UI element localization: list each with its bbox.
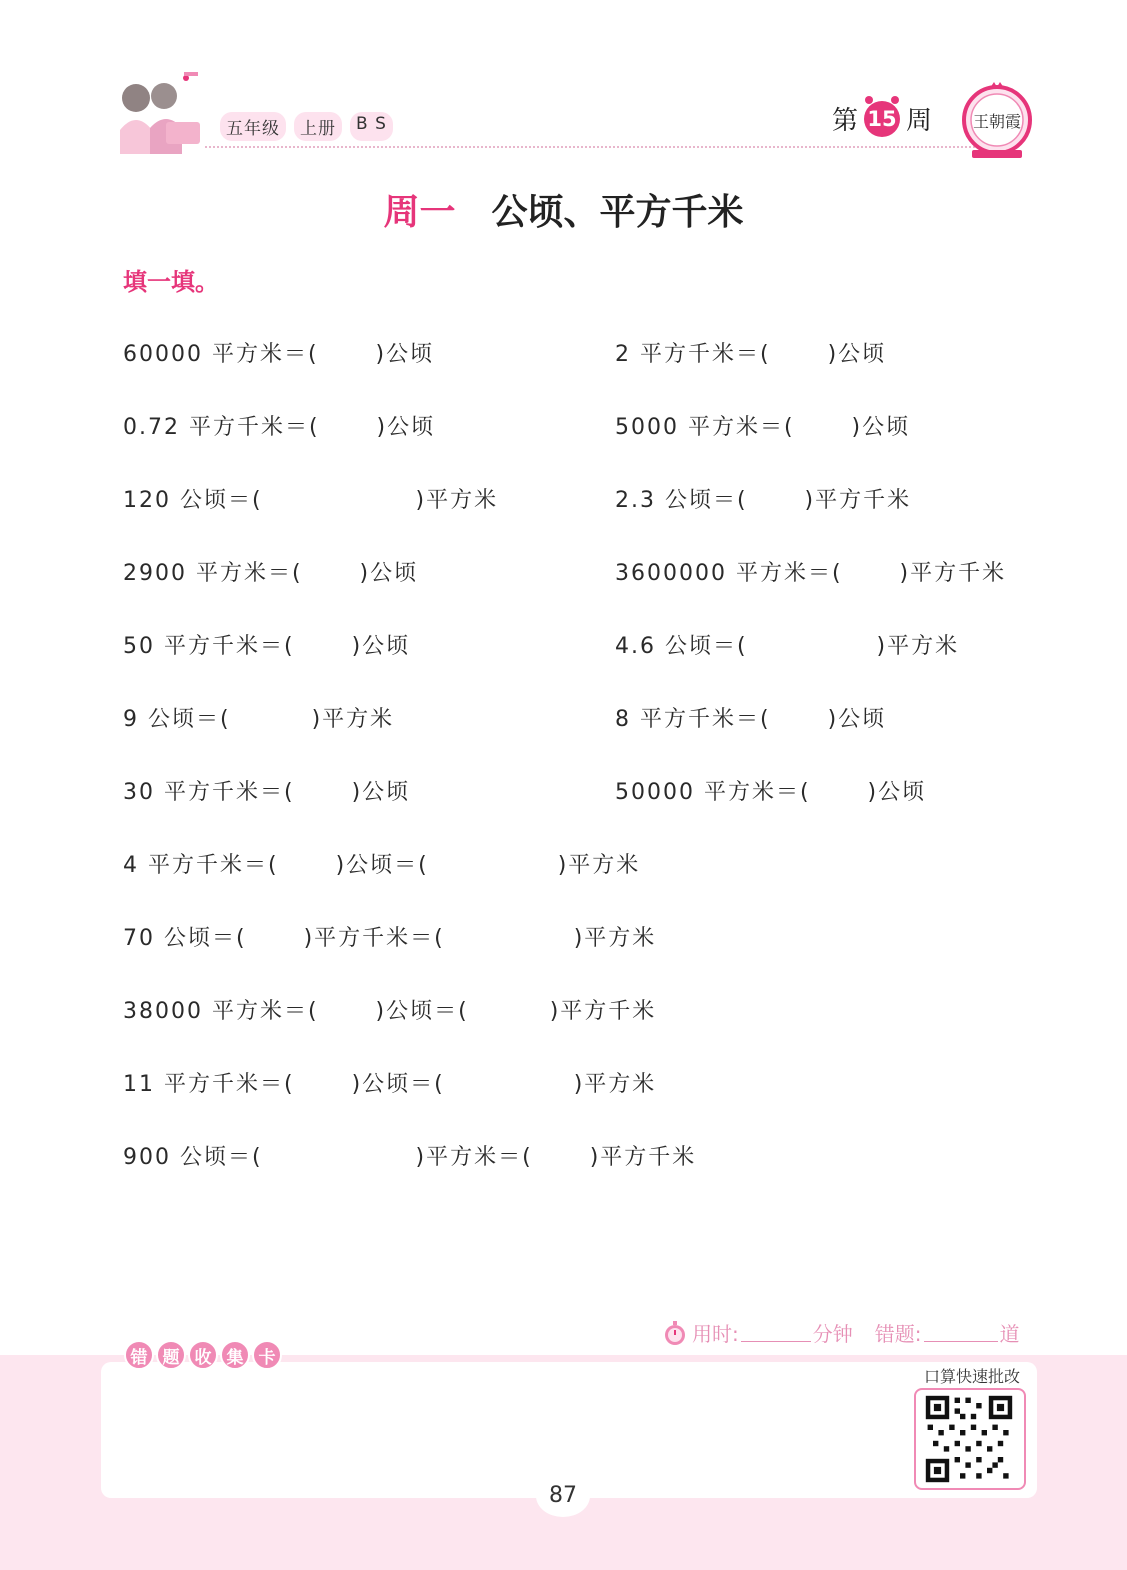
exercise-r4-left: 2900 平方米＝( )公顷 bbox=[123, 561, 419, 586]
page-number: 87 bbox=[536, 1475, 590, 1517]
exercise-r3-left: 120 公顷＝( )平方米 bbox=[123, 488, 499, 513]
errors-blank[interactable] bbox=[924, 1323, 998, 1342]
exercise-r6-left: 9 公顷＝( )平方米 bbox=[123, 707, 395, 732]
svg-text:王朝霞: 王朝霞 bbox=[972, 112, 1022, 131]
brand-seal-logo bbox=[960, 80, 1034, 162]
header-divider bbox=[205, 146, 975, 148]
exercise-r1-right: 2 平方千米＝( )公顷 bbox=[615, 342, 887, 367]
grade-tags bbox=[220, 112, 393, 141]
edition-label: B S bbox=[350, 112, 393, 141]
title-topic: 公顷、平方千米 bbox=[491, 192, 744, 233]
week-suffix: 周 bbox=[906, 106, 933, 136]
week-indicator bbox=[832, 100, 932, 137]
card-title-char: 集 bbox=[220, 1340, 250, 1370]
qr-code-icon[interactable] bbox=[924, 1394, 1014, 1484]
volume-label: 上册 bbox=[294, 112, 342, 141]
qr-section bbox=[910, 1364, 1030, 1492]
exercise-r10: 38000 平方米＝( )公顷＝( )平方千米 bbox=[123, 999, 657, 1024]
exercise-r6-right: 8 平方千米＝( )公顷 bbox=[615, 707, 887, 732]
exercise-r9: 70 公顷＝( )平方千米＝( )平方米 bbox=[123, 926, 657, 951]
exercise-r12: 900 公顷＝( )平方米＝( )平方千米 bbox=[123, 1145, 697, 1170]
page-title bbox=[0, 184, 1127, 235]
card-title-char: 收 bbox=[188, 1340, 218, 1370]
exercise-r2-left: 0.72 平方千米＝( )公顷 bbox=[123, 415, 436, 440]
card-title-char: 题 bbox=[156, 1340, 186, 1370]
kids-illustration bbox=[106, 70, 206, 158]
exercise-r3-right: 2.3 公顷＝( )平方千米 bbox=[615, 488, 912, 513]
exercise-r5-right: 4.6 公顷＝( )平方米 bbox=[615, 634, 960, 659]
week-number-badge: 15 bbox=[864, 101, 900, 137]
time-blank[interactable] bbox=[741, 1323, 811, 1342]
card-title-char: 错 bbox=[124, 1340, 154, 1370]
stopwatch-icon bbox=[662, 1320, 688, 1346]
time-error-tracker bbox=[662, 1318, 1020, 1347]
page-header bbox=[0, 0, 1127, 170]
exercise-r5-left: 50 平方千米＝( )公顷 bbox=[123, 634, 411, 659]
error-card-title bbox=[124, 1340, 282, 1370]
exercise-r2-right: 5000 平方米＝( )公顷 bbox=[615, 415, 911, 440]
qr-frame bbox=[914, 1388, 1026, 1490]
section-heading: 填一填。 bbox=[123, 268, 219, 296]
card-title-char: 卡 bbox=[252, 1340, 282, 1370]
exercise-r1-left: 60000 平方米＝( )公顷 bbox=[123, 342, 435, 367]
errors-unit: 道 bbox=[999, 1322, 1020, 1346]
grade-label: 五年级 bbox=[220, 112, 286, 141]
exercise-r11: 11 平方千米＝( )公顷＝( )平方米 bbox=[123, 1072, 657, 1097]
week-prefix: 第 bbox=[832, 106, 859, 136]
exercise-r7-right: 50000 平方米＝( )公顷 bbox=[615, 780, 927, 805]
exercise-r8: 4 平方千米＝( )公顷＝( )平方米 bbox=[123, 853, 641, 878]
errors-label: 错题: bbox=[874, 1322, 922, 1346]
time-label: 用时: bbox=[692, 1322, 739, 1346]
exercise-r4-right: 3600000 平方米＝( )平方千米 bbox=[615, 561, 1007, 586]
title-day: 周一 bbox=[383, 192, 456, 233]
exercise-r7-left: 30 平方千米＝( )公顷 bbox=[123, 780, 411, 805]
qr-caption: 口算快速批改 bbox=[923, 1367, 1020, 1386]
time-unit: 分钟 bbox=[812, 1322, 853, 1346]
